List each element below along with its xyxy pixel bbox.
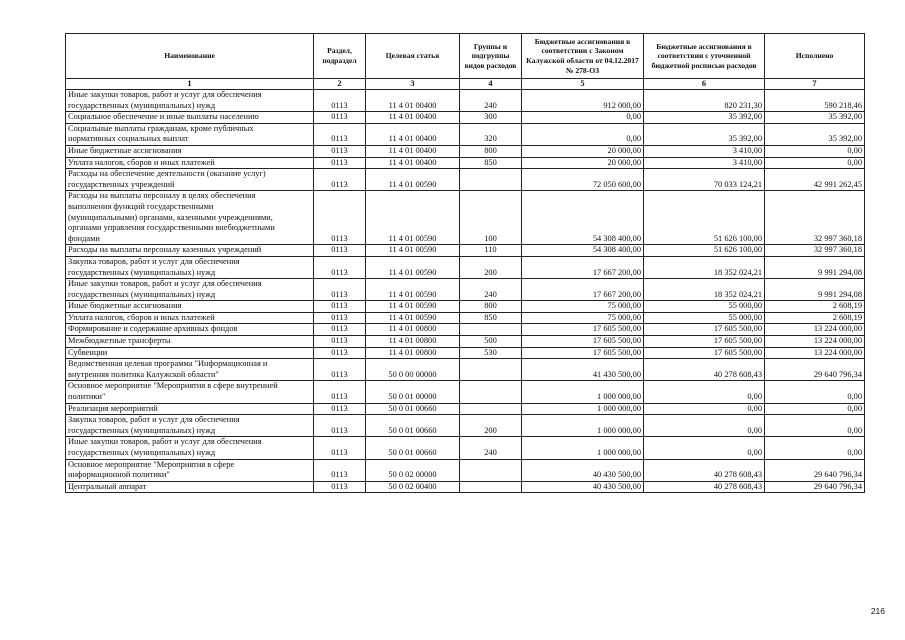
table-row xyxy=(66,157,865,169)
table-row xyxy=(66,415,865,437)
table-row xyxy=(66,169,865,191)
row-law-allocation: 17 605 500,00 xyxy=(522,336,644,348)
row-law-allocation: 912 000,00 xyxy=(522,90,644,112)
row-refined-allocation: 17 605 500,00 xyxy=(644,324,765,336)
row-section: 0113 xyxy=(314,191,366,245)
row-refined-allocation: 3 410,00 xyxy=(644,145,765,157)
table-header-row xyxy=(66,34,865,79)
row-law-allocation: 1 000 000,00 xyxy=(522,381,644,403)
row-executed: 42 991 262,45 xyxy=(765,169,865,191)
table-row xyxy=(66,90,865,112)
row-refined-allocation: 51 626 100,00 xyxy=(644,245,765,257)
row-section: 0113 xyxy=(314,256,366,278)
row-target-article: 11 4 01 00590 xyxy=(366,245,460,257)
row-expense-group: 850 xyxy=(460,157,522,169)
row-executed: 0,00 xyxy=(765,157,865,169)
row-name: Уплата налогов, сборов и иных платежей xyxy=(66,312,314,324)
row-refined-allocation: 0,00 xyxy=(644,403,765,415)
row-expense-group: 500 xyxy=(460,336,522,348)
row-executed: 29 640 796,34 xyxy=(765,481,865,493)
row-expense-group: 800 xyxy=(460,301,522,313)
row-executed: 0,00 xyxy=(765,381,865,403)
row-section: 0113 xyxy=(314,347,366,359)
table-row xyxy=(66,459,865,481)
table-row xyxy=(66,112,865,124)
row-executed: 9 991 294,08 xyxy=(765,256,865,278)
row-section: 0113 xyxy=(314,157,366,169)
table-row xyxy=(66,123,865,145)
row-law-allocation: 72 050 600,00 xyxy=(522,169,644,191)
row-name: Межбюджетные трансферты xyxy=(66,336,314,348)
row-section: 0113 xyxy=(314,312,366,324)
row-refined-allocation: 35 392,00 xyxy=(644,112,765,124)
table-row xyxy=(66,336,865,348)
row-name: Иные бюджетные ассигнования xyxy=(66,301,314,313)
row-target-article: 11 4 01 00590 xyxy=(366,279,460,301)
table-body xyxy=(66,90,865,493)
row-target-article: 11 4 01 00590 xyxy=(366,191,460,245)
row-name: Основное мероприятие "Мероприятия в сфере информационной политики" xyxy=(66,459,314,481)
row-law-allocation: 17 605 500,00 xyxy=(522,347,644,359)
row-target-article: 11 4 01 00400 xyxy=(366,145,460,157)
row-executed: 13 224 000,00 xyxy=(765,347,865,359)
row-expense-group: 800 xyxy=(460,145,522,157)
row-name: Расходы на выплаты персоналу в целях обеспечения выполнения функций государственными (муниципальными) органами, казенными учреждениями, органами управления государственными внебюджетными фондами xyxy=(66,191,314,245)
table-row xyxy=(66,437,865,459)
row-executed: 590 218,46 xyxy=(765,90,865,112)
row-name: Ведомственная целевая программа "Информационная и внутренняя политика Калужской области" xyxy=(66,359,314,381)
budget-table xyxy=(65,33,865,493)
row-name: Центральный аппарат xyxy=(66,481,314,493)
row-law-allocation: 17 605 500,00 xyxy=(522,324,644,336)
row-target-article: 11 4 01 00400 xyxy=(366,112,460,124)
row-name: Социальное обеспечение и иные выплаты населению xyxy=(66,112,314,124)
row-section: 0113 xyxy=(314,359,366,381)
column-number: 5 xyxy=(522,79,644,90)
row-expense-group: 300 xyxy=(460,112,522,124)
row-section: 0113 xyxy=(314,279,366,301)
row-expense-group xyxy=(460,324,522,336)
row-expense-group: 240 xyxy=(460,437,522,459)
row-refined-allocation: 18 352 024,21 xyxy=(644,256,765,278)
row-executed: 0,00 xyxy=(765,145,865,157)
row-name: Субвенции xyxy=(66,347,314,359)
row-executed: 35 392,00 xyxy=(765,123,865,145)
table-row xyxy=(66,312,865,324)
row-executed: 29 640 796,34 xyxy=(765,459,865,481)
column-number: 4 xyxy=(460,79,522,90)
row-target-article: 11 4 01 00590 xyxy=(366,256,460,278)
header-target-article: Целевая статья xyxy=(366,34,460,79)
row-name: Закупка товаров, работ и услуг для обеспечения государственных (муниципальных) нужд xyxy=(66,256,314,278)
header-law-allocations: Бюджетные ассигнования в соответствии с Законом Калужской области от 04.12.2017 № 278-ОЗ xyxy=(522,34,644,79)
row-law-allocation: 17 667 200,00 xyxy=(522,279,644,301)
row-name: Расходы на обеспечение деятельности (оказание услуг) государственных учреждений xyxy=(66,169,314,191)
row-expense-group: 110 xyxy=(460,245,522,257)
row-expense-group: 320 xyxy=(460,123,522,145)
table-row xyxy=(66,191,865,245)
row-target-article: 11 4 01 00800 xyxy=(366,324,460,336)
row-refined-allocation: 0,00 xyxy=(644,381,765,403)
row-expense-group: 850 xyxy=(460,312,522,324)
row-section: 0113 xyxy=(314,459,366,481)
row-target-article: 11 4 01 00590 xyxy=(366,301,460,313)
row-name: Расходы на выплаты персоналу казенных учреждений xyxy=(66,245,314,257)
row-name: Иные закупки товаров, работ и услуг для обеспечения государственных (муниципальных) нужд xyxy=(66,90,314,112)
row-refined-allocation: 55 000,00 xyxy=(644,312,765,324)
row-refined-allocation: 18 352 024,21 xyxy=(644,279,765,301)
row-law-allocation: 54 308 400,00 xyxy=(522,245,644,257)
row-expense-group xyxy=(460,169,522,191)
table-row xyxy=(66,403,865,415)
row-refined-allocation: 0,00 xyxy=(644,415,765,437)
row-name: Формирование и содержание архивных фондов xyxy=(66,324,314,336)
row-section: 0113 xyxy=(314,112,366,124)
row-expense-group: 200 xyxy=(460,256,522,278)
row-section: 0113 xyxy=(314,123,366,145)
row-target-article: 50 0 01 00660 xyxy=(366,437,460,459)
row-expense-group: 240 xyxy=(460,90,522,112)
row-section: 0113 xyxy=(314,437,366,459)
row-executed: 2 608,19 xyxy=(765,312,865,324)
row-section: 0113 xyxy=(314,145,366,157)
row-section: 0113 xyxy=(314,245,366,257)
row-refined-allocation: 820 231,30 xyxy=(644,90,765,112)
row-executed: 13 224 000,00 xyxy=(765,336,865,348)
row-law-allocation: 0,00 xyxy=(522,112,644,124)
row-executed: 0,00 xyxy=(765,415,865,437)
table-row xyxy=(66,324,865,336)
row-executed: 9 991 294,08 xyxy=(765,279,865,301)
row-name: Иные закупки товаров, работ и услуг для обеспечения государственных (муниципальных) нужд xyxy=(66,279,314,301)
row-section: 0113 xyxy=(314,415,366,437)
row-executed: 29 640 796,34 xyxy=(765,359,865,381)
row-target-article: 11 4 01 00800 xyxy=(366,336,460,348)
row-executed: 32 997 360,18 xyxy=(765,191,865,245)
row-law-allocation: 40 430 500,00 xyxy=(522,459,644,481)
row-expense-group xyxy=(460,381,522,403)
row-refined-allocation: 40 278 608,43 xyxy=(644,481,765,493)
row-law-allocation: 17 667 200,00 xyxy=(522,256,644,278)
row-section: 0113 xyxy=(314,90,366,112)
table-row xyxy=(66,301,865,313)
row-name: Закупка товаров, работ и услуг для обеспечения государственных (муниципальных) нужд xyxy=(66,415,314,437)
row-law-allocation: 75 000,00 xyxy=(522,301,644,313)
row-refined-allocation: 3 410,00 xyxy=(644,157,765,169)
row-name: Социальные выплаты гражданам, кроме публичных нормативных социальных выплат xyxy=(66,123,314,145)
table-row xyxy=(66,381,865,403)
column-number: 7 xyxy=(765,79,865,90)
row-name: Иные бюджетные ассигнования xyxy=(66,145,314,157)
row-refined-allocation: 0,00 xyxy=(644,437,765,459)
row-target-article: 50 0 00 00000 xyxy=(366,359,460,381)
row-target-article: 11 4 01 00590 xyxy=(366,312,460,324)
row-section: 0113 xyxy=(314,403,366,415)
row-refined-allocation: 40 278 608,43 xyxy=(644,459,765,481)
row-expense-group xyxy=(460,403,522,415)
row-refined-allocation: 17 605 500,00 xyxy=(644,336,765,348)
row-refined-allocation: 17 605 500,00 xyxy=(644,347,765,359)
row-expense-group: 530 xyxy=(460,347,522,359)
row-refined-allocation: 55 000,00 xyxy=(644,301,765,313)
row-executed: 35 392,00 xyxy=(765,112,865,124)
row-law-allocation: 20 000,00 xyxy=(522,157,644,169)
table-row xyxy=(66,256,865,278)
column-number: 2 xyxy=(314,79,366,90)
row-law-allocation: 75 000,00 xyxy=(522,312,644,324)
row-section: 0113 xyxy=(314,481,366,493)
row-target-article: 50 0 02 00000 xyxy=(366,459,460,481)
row-law-allocation: 1 000 000,00 xyxy=(522,403,644,415)
table-row xyxy=(66,481,865,493)
row-executed: 0,00 xyxy=(765,437,865,459)
row-executed: 0,00 xyxy=(765,403,865,415)
header-name: Наименование xyxy=(66,34,314,79)
header-executed: Исполнено xyxy=(765,34,865,79)
row-target-article: 50 0 02 00400 xyxy=(366,481,460,493)
row-refined-allocation: 70 033 124,21 xyxy=(644,169,765,191)
row-section: 0113 xyxy=(314,381,366,403)
header-section: Раздел, подраздел xyxy=(314,34,366,79)
row-target-article: 50 0 01 00660 xyxy=(366,403,460,415)
row-expense-group: 240 xyxy=(460,279,522,301)
row-name: Иные закупки товаров, работ и услуг для обеспечения государственных (муниципальных) нужд xyxy=(66,437,314,459)
row-target-article: 11 4 01 00400 xyxy=(366,90,460,112)
column-number: 1 xyxy=(66,79,314,90)
row-section: 0113 xyxy=(314,324,366,336)
header-refined-allocations: Бюджетные ассигнования в соответствии с уточненной бюджетной росписью расходов xyxy=(644,34,765,79)
row-target-article: 11 4 01 00400 xyxy=(366,157,460,169)
row-name: Основное мероприятие "Мероприятия в сфере внутренней политики" xyxy=(66,381,314,403)
column-number: 6 xyxy=(644,79,765,90)
row-name: Уплата налогов, сборов и иных платежей xyxy=(66,157,314,169)
table-row xyxy=(66,245,865,257)
row-refined-allocation: 51 626 100,00 xyxy=(644,191,765,245)
row-section: 0113 xyxy=(314,336,366,348)
page-number: 216 xyxy=(870,606,885,616)
row-expense-group xyxy=(460,481,522,493)
row-law-allocation: 1 000 000,00 xyxy=(522,415,644,437)
row-section: 0113 xyxy=(314,169,366,191)
table-row xyxy=(66,347,865,359)
row-law-allocation: 20 000,00 xyxy=(522,145,644,157)
row-expense-group xyxy=(460,359,522,381)
row-law-allocation: 54 308 400,00 xyxy=(522,191,644,245)
column-number: 3 xyxy=(366,79,460,90)
row-law-allocation: 1 000 000,00 xyxy=(522,437,644,459)
row-executed: 2 608,19 xyxy=(765,301,865,313)
table-row xyxy=(66,145,865,157)
row-target-article: 50 0 01 00000 xyxy=(366,381,460,403)
row-expense-group xyxy=(460,459,522,481)
row-target-article: 50 0 01 00660 xyxy=(366,415,460,437)
row-law-allocation: 41 430 500,00 xyxy=(522,359,644,381)
row-expense-group: 100 xyxy=(460,191,522,245)
row-executed: 13 224 000,00 xyxy=(765,324,865,336)
column-number-row xyxy=(66,79,865,90)
table-row xyxy=(66,359,865,381)
row-name: Реализация мероприятий xyxy=(66,403,314,415)
row-target-article: 11 4 01 00590 xyxy=(366,169,460,191)
row-expense-group: 200 xyxy=(460,415,522,437)
header-expense-group: Группы и подгруппы видов расходов xyxy=(460,34,522,79)
row-target-article: 11 4 01 00400 xyxy=(366,123,460,145)
row-refined-allocation: 35 392,00 xyxy=(644,123,765,145)
row-executed: 32 997 360,18 xyxy=(765,245,865,257)
row-refined-allocation: 40 278 608,43 xyxy=(644,359,765,381)
row-target-article: 11 4 01 00800 xyxy=(366,347,460,359)
row-section: 0113 xyxy=(314,301,366,313)
row-law-allocation: 40 430 500,00 xyxy=(522,481,644,493)
row-law-allocation: 0,00 xyxy=(522,123,644,145)
table-row xyxy=(66,279,865,301)
